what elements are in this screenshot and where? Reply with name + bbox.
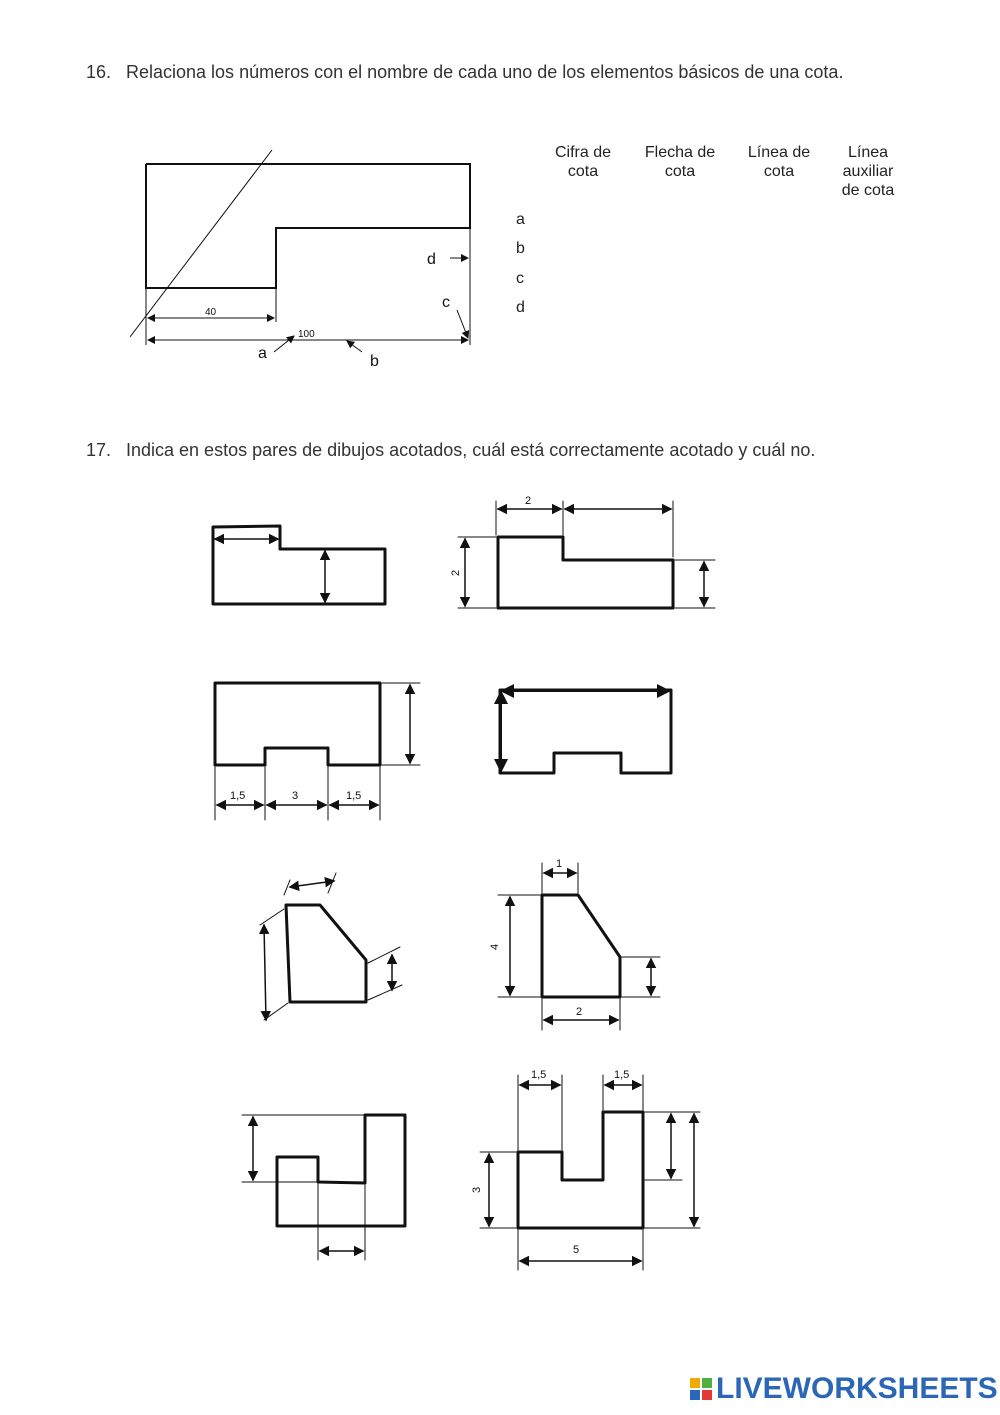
question-17: [86, 440, 815, 461]
pair2-right-drawing: [500, 690, 671, 773]
part-outline: [146, 164, 470, 288]
row-label-a: a: [516, 211, 525, 228]
dimensioning-pairs-figure: [180, 485, 740, 1285]
header-cifra-de-cota: Cifra de cota: [554, 144, 612, 180]
row-label-c: c: [516, 270, 524, 287]
p4-right-top-right: 1,5: [614, 1069, 630, 1081]
question-number: 16.: [86, 62, 112, 82]
liveworksheets-logo: [690, 1372, 998, 1406]
p4-right-top-left: 1,5: [531, 1069, 547, 1081]
p2-dim-2: 3: [292, 790, 299, 802]
p3-right-left-value: 4: [489, 943, 501, 950]
question-16: [86, 62, 843, 83]
label-a: a: [258, 345, 267, 362]
p2-dim-3: 1,5: [346, 790, 362, 802]
label-c: c: [442, 294, 450, 311]
p3-right-bottom-value: 2: [576, 1006, 583, 1018]
pair4-left-drawing: [242, 1115, 405, 1260]
row-label-b: b: [516, 240, 525, 257]
p4-right-bottom-value: 5: [573, 1244, 580, 1256]
dim-40: 40: [205, 307, 217, 318]
p3-right-top-value: 1: [556, 858, 563, 870]
row-label-d: d: [516, 299, 525, 316]
logo-mark-icon: [690, 1378, 712, 1400]
header-linea-auxiliar-de-cota: Línea auxiliar de cota: [841, 144, 895, 199]
question-text: Relaciona los números con el nombre de cada uno de los elementos básicos de una cota.: [126, 62, 844, 82]
pair1-left-drawing: [213, 526, 385, 604]
question-text: Indica en estos pares de dibujos acotados, cuál está correctamente acotado y cuál no.: [126, 440, 816, 460]
pair3-left-drawing: [260, 873, 402, 1020]
pair1-right-drawing: [458, 501, 715, 608]
pair3-right-drawing: [498, 863, 660, 1030]
dimension-elements-figure: [130, 150, 490, 380]
p1-right-left-value: 2: [450, 569, 462, 576]
dim-100: 100: [298, 329, 315, 340]
p4-right-left-value: 3: [471, 1186, 483, 1193]
header-flecha-de-cota: Flecha de cota: [644, 144, 716, 180]
label-d: d: [427, 251, 436, 268]
pair2-left-drawing: [215, 683, 420, 820]
p1-right-top-value: 2: [525, 495, 532, 507]
label-b: b: [370, 353, 379, 370]
question-number: 17.: [86, 440, 112, 460]
header-linea-de-cota: Línea de cota: [747, 144, 811, 180]
pair4-right-drawing: [480, 1075, 700, 1270]
p2-dim-1: 1,5: [230, 790, 246, 802]
brand-name: LIVEWORKSHEETS: [716, 1372, 998, 1405]
